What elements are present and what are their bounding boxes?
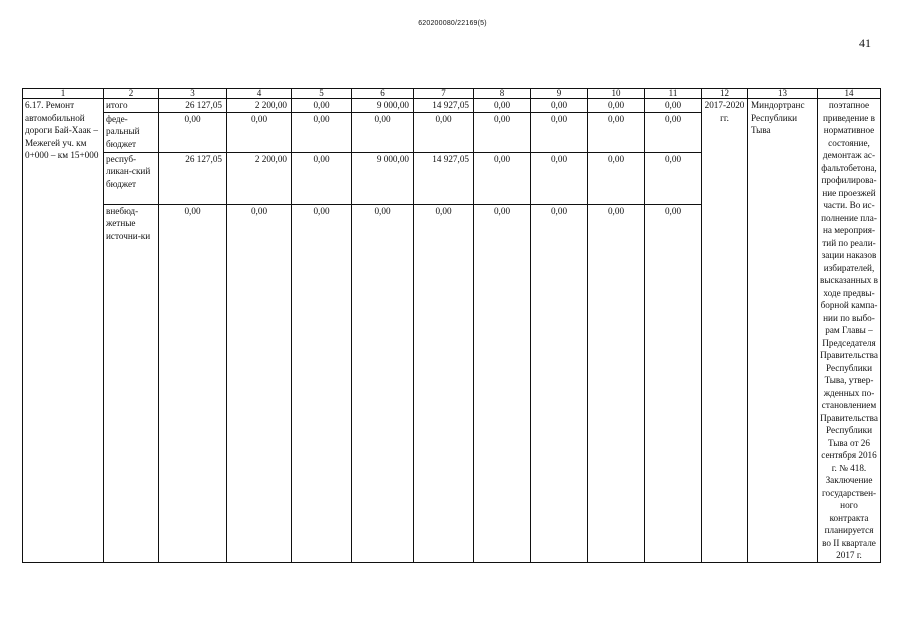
document-id: 620200080/22169(5) — [418, 20, 487, 27]
period-cell: 2017-2020 гг. — [702, 99, 748, 563]
value-cell: 9 000,00 — [352, 99, 414, 113]
value-cell: 0,00 — [531, 112, 588, 152]
header-cell: 13 — [748, 89, 818, 99]
value-cell: 0,00 — [474, 112, 531, 152]
header-cell: 5 — [292, 89, 352, 99]
page-number: 41 — [859, 36, 871, 50]
value-cell: 0,00 — [292, 99, 352, 113]
program-table — [22, 88, 881, 563]
value-cell: 0,00 — [474, 152, 531, 204]
value-cell: 0,00 — [588, 152, 645, 204]
value-cell: 2 200,00 — [227, 99, 292, 113]
value-cell: 0,00 — [645, 99, 702, 113]
value-cell: 14 927,05 — [414, 152, 474, 204]
value-cell: 0,00 — [474, 99, 531, 113]
value-cell: 0,00 — [414, 112, 474, 152]
value-cell: 9 000,00 — [352, 152, 414, 204]
funding-source: внебюд-жетные источни-ки — [104, 204, 159, 562]
value-cell: 0,00 — [588, 99, 645, 113]
value-cell: 0,00 — [588, 204, 645, 562]
value-cell: 0,00 — [292, 112, 352, 152]
value-cell: 0,00 — [645, 112, 702, 152]
value-cell: 0,00 — [645, 204, 702, 562]
value-cell: 0,00 — [292, 152, 352, 204]
header-cell: 10 — [588, 89, 645, 99]
activity-name: 6.17. Ремонт автомобильной дороги Бай-Хаак – Межегей уч. км 0+000 – км 15+000 — [23, 99, 104, 563]
header-cell: 11 — [645, 89, 702, 99]
value-cell: 0,00 — [531, 204, 588, 562]
value-cell: 0,00 — [588, 112, 645, 152]
funding-source: респуб-ликан-ский бюджет — [104, 152, 159, 204]
header-cell: 3 — [159, 89, 227, 99]
value-cell: 14 927,05 — [414, 99, 474, 113]
funding-source: итого — [104, 99, 159, 113]
value-cell: 0,00 — [352, 112, 414, 152]
value-cell: 0,00 — [474, 204, 531, 562]
value-cell: 0,00 — [227, 204, 292, 562]
header-cell: 8 — [474, 89, 531, 99]
value-cell: 2 200,00 — [227, 152, 292, 204]
result-cell: поэтапное приведение в нормативное состояние, демонтаж ас-фальтобетона, профилирова-ние проезжей части. Во ис-полнение пла-на мероприя-тий по реали-зации наказов избирателей, высказанных в ходе предвы-борной кампа-нии по выбо-рам Главы – Председателя Правительства Республики Тыва, утвер-жденных по-становлением Правительства Республики Тыва от 26 сентября 2016 г. № 418. Заключение государствен-ного контракта планируется во II квартале 2017 г. — [818, 99, 881, 563]
value-cell: 26 127,05 — [159, 99, 227, 113]
header-cell: 14 — [818, 89, 881, 99]
header-cell: 12 — [702, 89, 748, 99]
header-cell: 6 — [352, 89, 414, 99]
header-cell: 1 — [23, 89, 104, 99]
executor-cell: Миндортранс Республики Тыва — [748, 99, 818, 563]
value-cell: 0,00 — [352, 204, 414, 562]
value-cell: 0,00 — [292, 204, 352, 562]
header-cell: 2 — [104, 89, 159, 99]
value-cell: 0,00 — [159, 112, 227, 152]
table-row — [23, 99, 881, 113]
value-cell: 0,00 — [645, 152, 702, 204]
header-cell: 9 — [531, 89, 588, 99]
value-cell: 0,00 — [159, 204, 227, 562]
value-cell: 26 127,05 — [159, 152, 227, 204]
funding-source: феде-ральный бюджет — [104, 112, 159, 152]
value-cell: 0,00 — [531, 99, 588, 113]
value-cell: 0,00 — [531, 152, 588, 204]
value-cell: 0,00 — [227, 112, 292, 152]
value-cell: 0,00 — [414, 204, 474, 562]
header-row — [23, 89, 881, 99]
header-cell: 4 — [227, 89, 292, 99]
header-cell: 7 — [414, 89, 474, 99]
